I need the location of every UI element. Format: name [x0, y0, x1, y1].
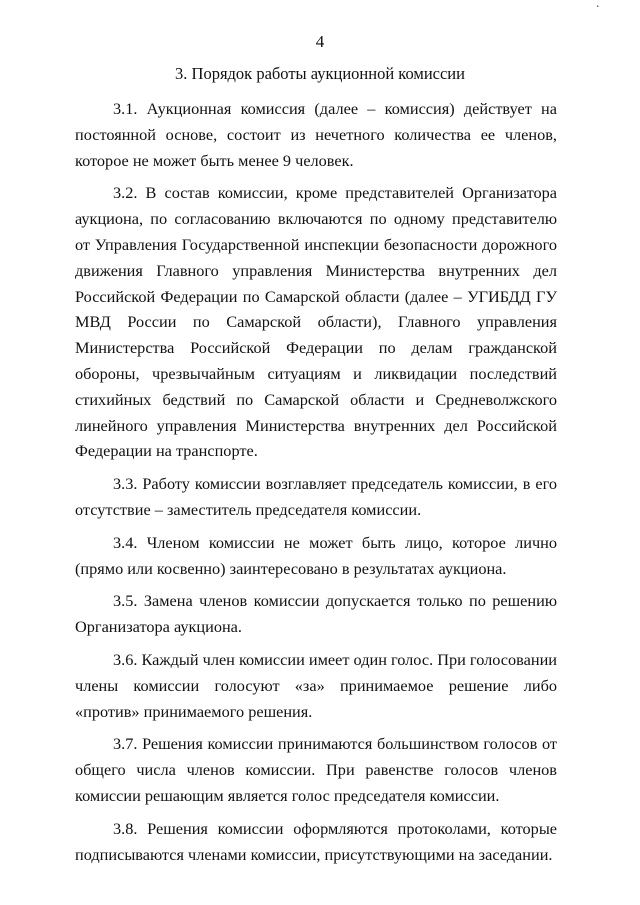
paragraph-3-2: 3.2. В состав комиссии, кроме представителей Организатора аукциона, по согласованию включаются по одному представителю от Управления Государственной инспекции безопасности дорожного движения Главного управления Министерства внутренних дел Российской Федерации по Самарской области (далее – УГИБДД ГУ МВД России по Самарской области), Главного управления Министерства Российской Федерации по делам гражданской обороны, чрезвычайным ситуациям и ликвидации последствий стихийных бедствий по Самарской области и Средневолжского линейного управления Министерства внутренних дел Российской Федерации на транспорте.: [75, 183, 557, 461]
page-number: 4: [315, 32, 325, 51]
paragraph-3-1: 3.1. Аукционная комиссия (далее – комиссия) действует на постоянной основе, состоит из нечетного количества ее членов, которое не может быть менее 9 человек.: [75, 99, 557, 170]
paragraph-3-4: 3.4. Членом комиссии не может быть лицо, которое лично (прямо или косвенно) заинтересовано в результатах аукциона.: [75, 532, 557, 578]
paragraph-3-7: 3.7. Решения комиссии принимаются большинством голосов от общего числа членов комиссии. При равенстве голосов членов комиссии решающим является голос председателя комиссии.: [75, 734, 557, 805]
paragraph-3-5: 3.5. Замена членов комиссии допускается только по решению Организатора аукциона.: [75, 591, 557, 637]
paragraph-3-8: 3.8. Решения комиссии оформляются протоколами, которые подписываются членами комиссии, присутствующими на заседании.: [75, 818, 557, 864]
paragraph-3-6: 3.6. Каждый член комиссии имеет один голос. При голосовании члены комиссии голосуют «за» принимаемое решение либо «против» принимаемого решения.: [75, 649, 557, 721]
paragraph-3-3: 3.3. Работу комиссии возглавляет председатель комиссии, в его отсутствие – заместитель председателя комиссии.: [75, 474, 557, 519]
scan-mark: ·: [595, 0, 600, 15]
section-title: 3. Порядок работы аукционной комиссии: [175, 64, 465, 83]
section-body: [75, 96, 557, 874]
